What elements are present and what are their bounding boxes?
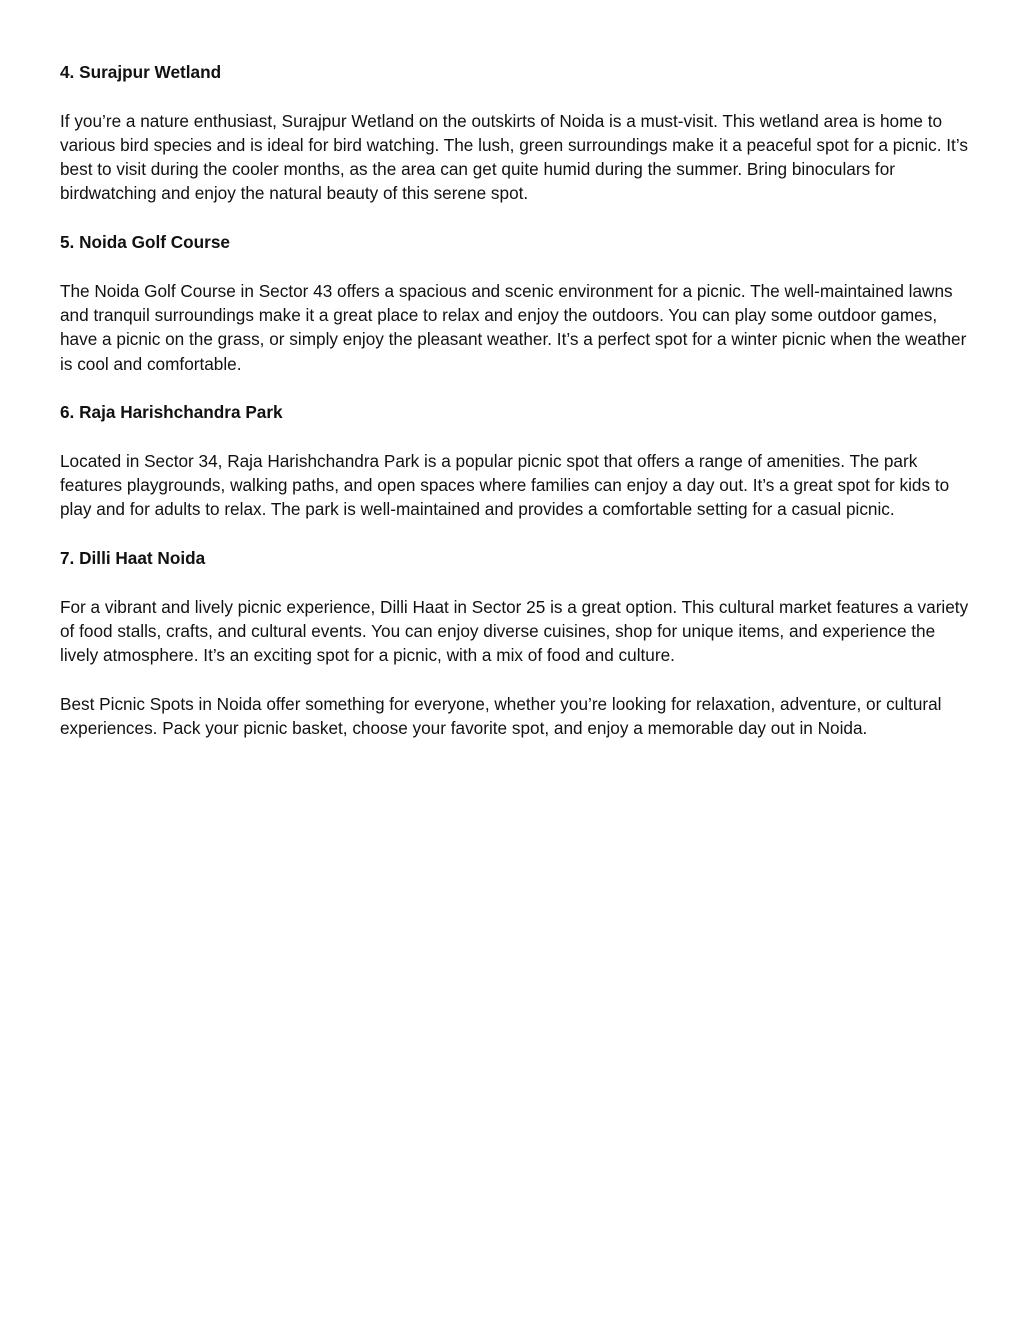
- section-dilli-haat-noida: [60, 546, 970, 667]
- section-paragraph: Located in Sector 34, Raja Harishchandra Park is a popular picnic spot that offers a range of amenities. The park features playgrounds, walking paths, and open spaces where families can enjoy a day out. It’s a great spot for kids to play and for adults to relax. The park is well-maintained and provides a comfortable setting for a casual picnic.: [60, 450, 950, 520]
- section-paragraph: For a vibrant and lively picnic experience, Dilli Haat in Sector 25 is a great option. This cultural market features a variety of food stalls, crafts, and cultural events. You can enjoy diverse cuisines, shop for unique items, and experience the lively atmosphere. It’s an exciting spot for a picnic, with a mix of food and culture.: [60, 596, 969, 666]
- section-paragraph: The Noida Golf Course in Sector 43 offers a spacious and scenic environment for a picnic. The well-maintained lawns and tranquil surroundings make it a great place to relax and enjoy the outdoors. You can play some outdoor games, have a picnic on the grass, or simply enjoy the pleasant weather. It’s a perfect spot for a winter picnic when the weather is cool and comfortable.: [60, 280, 967, 374]
- section-surajpur-wetland: [60, 60, 970, 206]
- section-noida-golf-course: [60, 230, 970, 376]
- section-heading: 4. Surajpur Wetland: [60, 62, 222, 82]
- section-paragraph: If you’re a nature enthusiast, Surajpur Wetland on the outskirts of Noida is a must-visit. This wetland area is home to various bird species and is ideal for bird watching. The lush, green surroundings make it a peaceful spot for a picnic. It’s best to visit during the cooler months, as the area can get quite humid during the summer. Bring binoculars for birdwatching and enjoy the natural beauty of this serene spot.: [60, 110, 968, 204]
- section-raja-harishchandra-park: [60, 400, 970, 521]
- document-page: [60, 60, 970, 765]
- section-heading: 5. Noida Golf Course: [60, 232, 230, 253]
- section-heading: 7. Dilli Haat Noida: [60, 547, 206, 568]
- conclusion-paragraph: Best Picnic Spots in Noida offer something for everyone, whether you’re looking for relaxation, adventure, or cultural experiences. Pack your picnic basket, choose your favorite spot, and enjoy a memorable day out in Noida.: [60, 693, 942, 739]
- section-heading: 6. Raja Harishchandra Park: [60, 402, 283, 423]
